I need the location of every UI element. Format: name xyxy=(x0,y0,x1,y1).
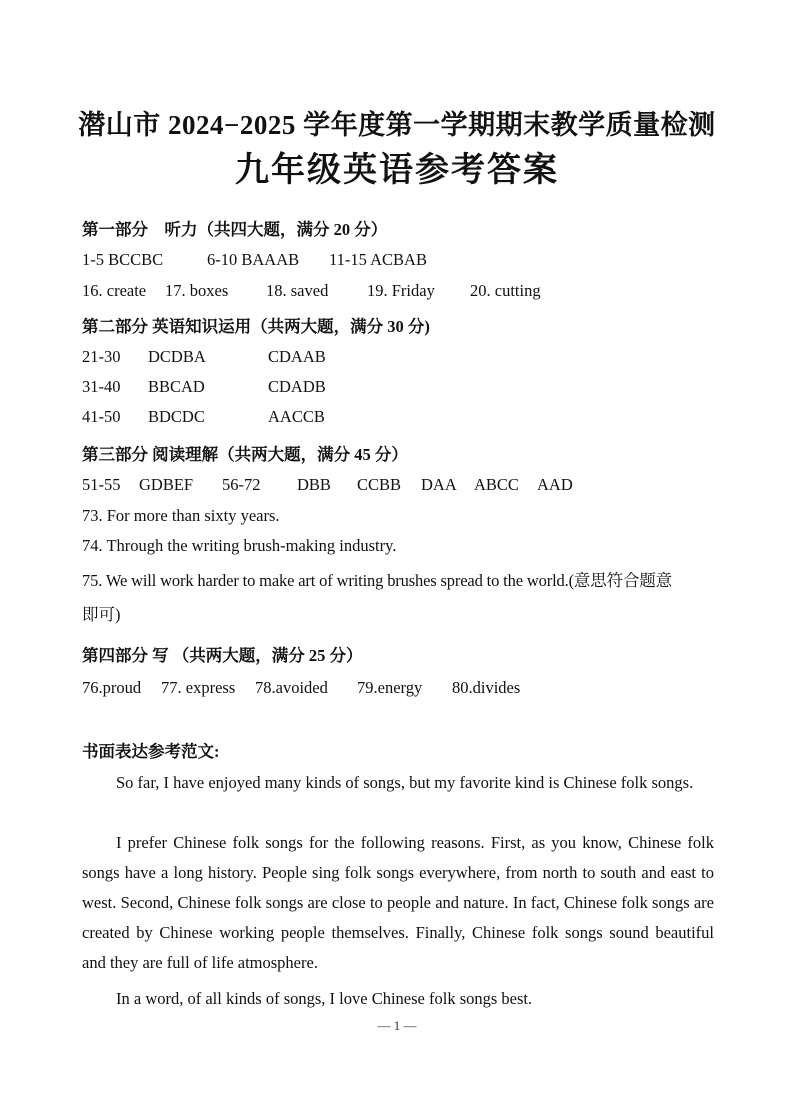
answer-group: GDBEF xyxy=(139,475,194,494)
range-label: 21-30 xyxy=(82,347,121,366)
answer-group-b: CDAAB xyxy=(268,347,326,366)
answer-group-a: DCDBA xyxy=(148,347,206,366)
answer-80: 80.divides xyxy=(452,678,521,697)
part4-row xyxy=(82,678,722,700)
answer-group: AAD xyxy=(537,475,573,494)
part4-heading: 第四部分 写 （共两大题，满分 25 分） xyxy=(82,646,363,665)
part1-heading: 第一部分 听力（共四大题，满分 20 分） xyxy=(82,220,388,239)
document-title: 九年级英语参考答案 xyxy=(235,152,559,189)
essay-paragraph-3: In a word, of all kinds of songs, I love Chinese folk songs best. xyxy=(116,989,533,1008)
range-label: 41-50 xyxy=(82,407,121,426)
answer-1-5: 1-5 BCCBC xyxy=(82,250,164,269)
page-number: — 1 — xyxy=(377,1018,417,1033)
exam-title: 潜山市 2024−2025 学年度第一学期期末教学质量检测 xyxy=(78,110,716,140)
answer-6-10: 6-10 BAAAB xyxy=(207,250,300,269)
answer-17: 17. boxes xyxy=(165,281,229,300)
answer-79: 79.energy xyxy=(357,678,423,697)
answer-group-a: BDCDC xyxy=(148,407,205,426)
answer-group-a: BBCAD xyxy=(148,377,205,396)
essay-heading: 书面表达参考范文: xyxy=(82,742,220,761)
part2-row-41-50 xyxy=(82,407,382,429)
answer-18: 18. saved xyxy=(266,281,329,300)
answer-78: 78.avoided xyxy=(255,678,328,697)
range-label: 51-55 xyxy=(82,475,121,494)
part3-row xyxy=(82,475,722,497)
answer-75-note: 即可) xyxy=(82,605,121,624)
answer-group: DBB xyxy=(297,475,331,494)
answer-group: ABCC xyxy=(474,475,519,494)
part2-row-31-40 xyxy=(82,377,382,399)
answer-20: 20. cutting xyxy=(470,281,541,300)
part3-heading: 第三部分 阅读理解（共两大题，满分 45 分） xyxy=(82,445,408,464)
answer-11-15: 11-15 ACBAB xyxy=(329,250,427,269)
essay-paragraph-2: I prefer Chinese folk songs for the following reasons. First, as you know, Chinese folk songs have a long history. People sing folk songs everywhere, from north to south and east to west. Second, Chinese folk songs are close to people and nature. In fact, Chinese folk songs are created by Chinese working people themselves. Finally, Chinese folk songs sound beautiful and they are full of life atmosphere. xyxy=(82,833,714,972)
part1-row2 xyxy=(82,281,722,303)
answer-74: 74. Through the writing brush-making industry. xyxy=(82,536,397,555)
answer-76: 76.proud xyxy=(82,678,142,697)
answer-group-b: CDADB xyxy=(268,377,326,396)
answer-19: 19. Friday xyxy=(367,281,435,300)
answer-group: DAA xyxy=(421,475,457,494)
answer-75: 75. We will work harder to make art of writing brushes spread to the world.(意思符合题意 xyxy=(82,571,673,590)
part1-row1 xyxy=(82,250,722,272)
range-label: 56-72 xyxy=(222,475,261,494)
answer-group-b: AACCB xyxy=(268,407,325,426)
answer-73: 73. For more than sixty years. xyxy=(82,506,280,525)
answer-16: 16. create xyxy=(82,281,147,300)
answer-group: CCBB xyxy=(357,475,402,494)
range-label: 31-40 xyxy=(82,377,121,396)
answer-77: 77. express xyxy=(161,678,236,697)
part2-row-21-30 xyxy=(82,347,382,369)
essay-paragraph-1: So far, I have enjoyed many kinds of songs, but my favorite kind is Chinese folk songs. xyxy=(116,773,694,792)
part2-heading: 第二部分 英语知识运用（共两大题，满分 30 分) xyxy=(82,317,430,336)
